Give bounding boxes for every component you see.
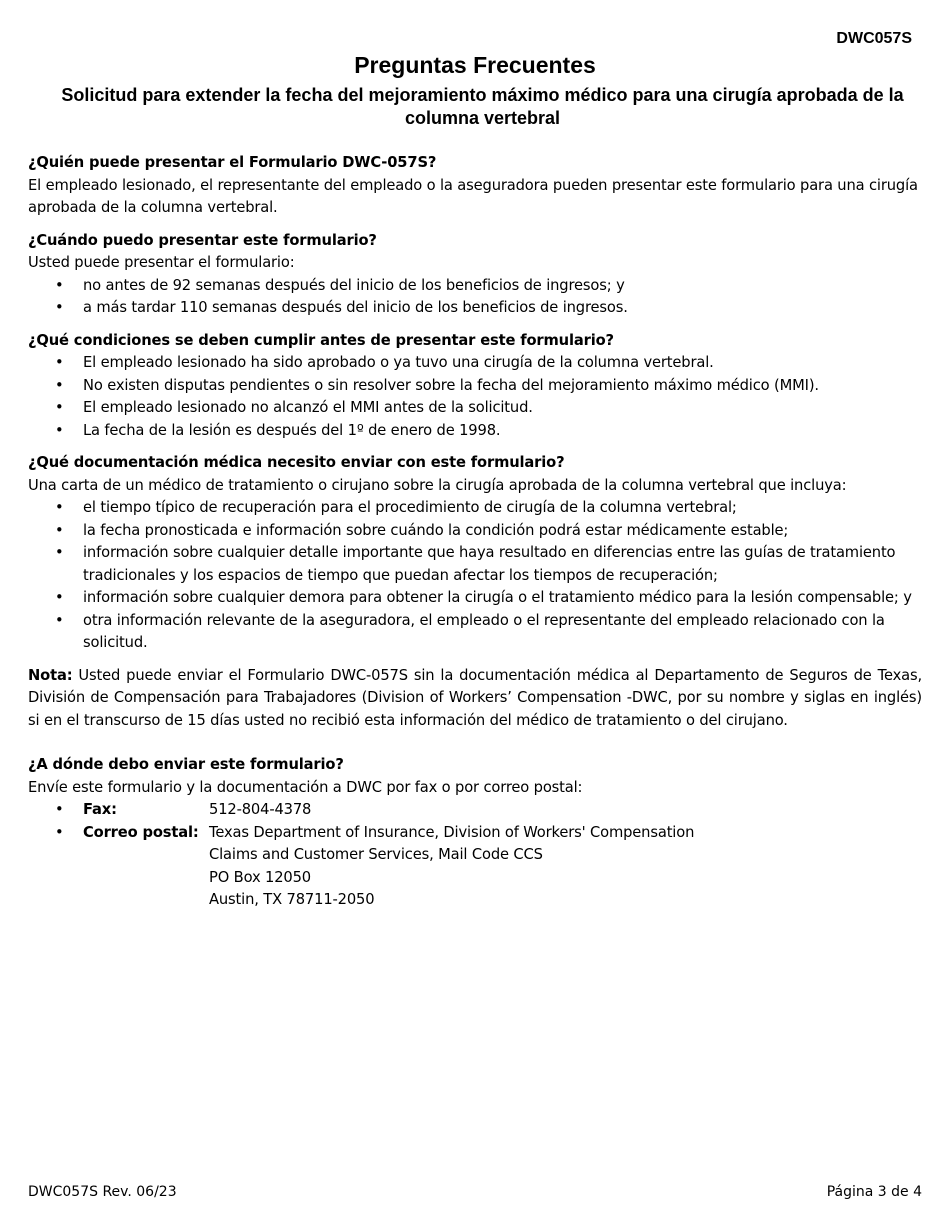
form-code: DWC057S <box>836 30 912 47</box>
faq-section-documentation <box>28 452 922 655</box>
faq-section-who <box>28 152 922 220</box>
page-subtitle: Solicitud para extender la fecha del mejoramiento máximo médico para una cirugía aprobada de la columna vertebral <box>61 85 904 128</box>
list-item: • la fecha pronosticada e información sobre cuándo la condición podrá estar médicamente estable; <box>28 520 922 543</box>
faq-intro: Usted puede presentar el formulario: <box>28 254 295 271</box>
list-item: • información sobre cualquier detalle importante que haya resultado en diferencias entre las guías de tratamiento tradicionales y los espacios de tiempo que puedan afectar los tiempos de recuperación; <box>28 542 922 587</box>
list-item: • información sobre cualquier demora para obtener la cirugía o el tratamiento médico para la lesión compensable; y <box>28 587 922 610</box>
list-item: • El empleado lesionado no alcanzó el MMI antes de la solicitud. <box>28 397 922 420</box>
faq-question: ¿A dónde debo enviar este formulario? <box>28 756 344 773</box>
bullet-list <box>28 352 922 442</box>
fax-label: • Fax: <box>83 801 117 818</box>
fax-number: 512-804-4378 <box>209 801 312 818</box>
address-line: PO Box 12050 <box>209 868 311 886</box>
faq-question: ¿Qué condiciones se deben cumplir antes de presentar este formulario? <box>28 331 614 349</box>
mail-label: • Correo postal: <box>83 823 199 841</box>
faq-intro: Una carta de un médico de tratamiento o cirujano sobre la cirugía aprobada de la columna vertebral que incluya: <box>28 476 847 494</box>
faq-question: ¿Qué documentación médica necesito enviar con este formulario? <box>28 454 565 471</box>
note-label: Nota: <box>28 666 73 684</box>
faq-section-where <box>28 754 922 912</box>
bullet-list <box>28 497 922 655</box>
list-item: • No existen disputas pendientes o sin resolver sobre la fecha del mejoramiento máximo médico (MMI). <box>28 375 922 398</box>
bullet-list <box>28 275 922 320</box>
note-text: Usted puede enviar el Formulario DWC-057S sin la documentación médica al Departamento de Seguros de Texas, División de Compensación para Trabajadores (Division of Workers’ Compensation -DWC, por su nombre y siglas en inglés) si en el transcurso de 15 días usted no recibió esta información del médico de tratamiento o del cirujano. <box>28 666 922 729</box>
note-paragraph <box>28 665 922 733</box>
footer-page-number: Página 3 de 4 <box>826 1184 922 1200</box>
list-item: • La fecha de la lesión es después del 1º de enero de 1998. <box>28 420 922 443</box>
faq-question: ¿Cuándo puedo presentar este formulario? <box>28 231 377 249</box>
faq-question: ¿Quién puede presentar el Formulario DWC-057S? <box>28 154 437 171</box>
faq-intro: Envíe este formulario y la documentación a DWC por fax o por correo postal: <box>28 778 583 796</box>
list-item: • a más tardar 110 semanas después del inicio de los beneficios de ingresos. <box>28 297 922 320</box>
mail-address <box>209 822 922 912</box>
list-item: • no antes de 92 semanas después del inicio de los beneficios de ingresos; y <box>28 275 922 298</box>
faq-section-when <box>28 230 922 320</box>
fax-item <box>28 799 922 822</box>
mail-item <box>28 822 922 912</box>
faq-section-conditions <box>28 330 922 443</box>
address-line: Claims and Customer Services, Mail Code CCS <box>209 846 543 863</box>
faq-answer: El empleado lesionado, el representante del empleado o la aseguradora pueden presentar este formulario para una cirugía aprobada de la columna vertebral. <box>28 176 918 216</box>
footer-revision: DWC057S Rev. 06/23 <box>28 1184 177 1200</box>
page-title: Preguntas Frecuentes <box>354 52 596 78</box>
contact-list <box>28 799 922 912</box>
faq-content <box>28 152 922 922</box>
address-line: Texas Department of Insurance, Division of Workers' Compensation <box>209 823 695 841</box>
address-line: Austin, TX 78711-2050 <box>209 891 375 908</box>
list-item: • el tiempo típico de recuperación para el procedimiento de cirugía de la columna vertebral; <box>28 497 922 520</box>
list-item: • El empleado lesionado ha sido aprobado o ya tuvo una cirugía de la columna vertebral. <box>28 352 922 375</box>
list-item: • otra información relevante de la aseguradora, el empleado o el representante del empleado relacionado con la solicitud. <box>28 610 922 655</box>
